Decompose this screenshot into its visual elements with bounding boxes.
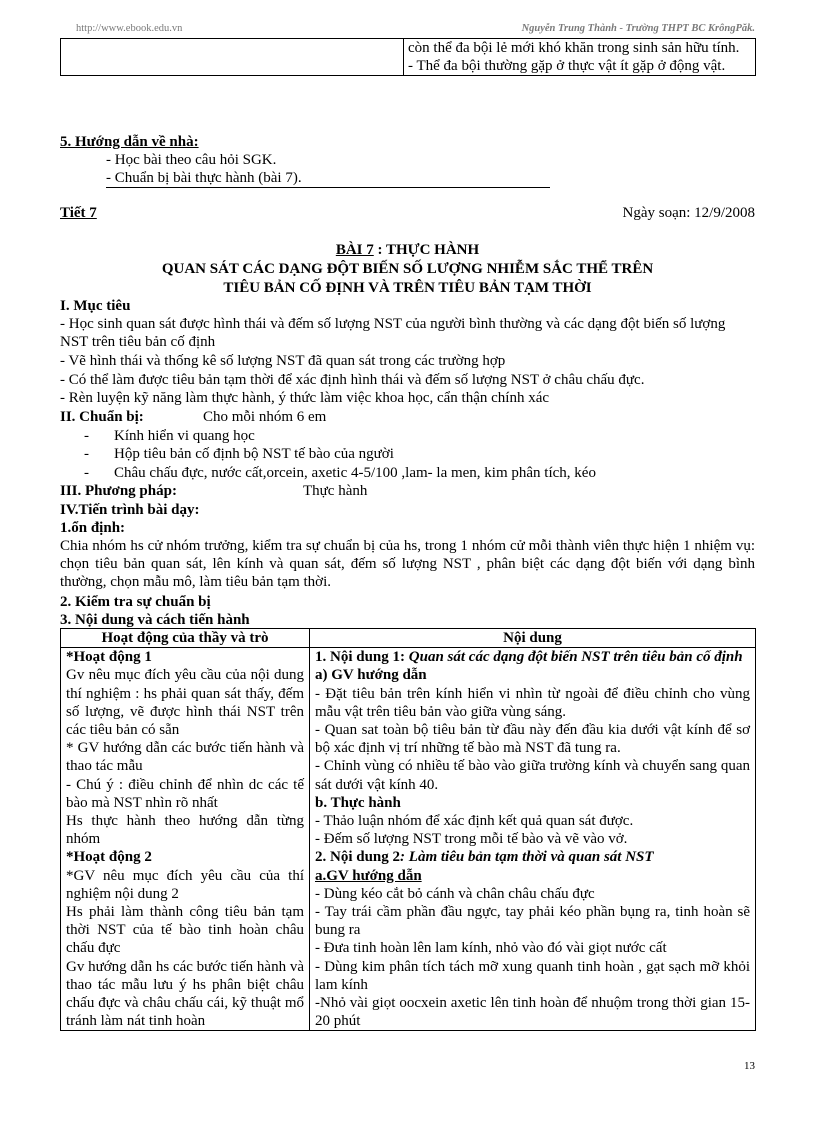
process-step-heading: 1.ổn định: [60, 520, 126, 536]
activity-heading: *Hoạt động 1 [66, 649, 152, 666]
content-subheading: a) GV hướng dẫn [315, 667, 427, 684]
content-subheading: b. Thực hành [315, 794, 401, 811]
header-author: Nguyễn Trung Thành - Trường THPT BC KrôngPăk. [521, 23, 755, 34]
objective-item: - Có thể làm được tiêu bản tạm thời để xác định hình thái và đếm số lượng NST ở châu chấu đực. [60, 372, 645, 388]
homework-heading: 5. Hướng dẫn về nhà: [60, 134, 199, 150]
content-line: - Thảo luận nhóm để xác định kết quả quan sát được. [315, 813, 634, 830]
activity-line: Hs thực hành theo hướng dẫn từng nhóm [66, 813, 304, 848]
lesson-title [60, 241, 755, 259]
preparation-item-text: Hộp tiêu bản cố định bộ NST tế bào của người [114, 446, 394, 462]
method-value: Thực hành [303, 483, 368, 499]
process-step-heading: 3. Nội dung và cách tiến hành [60, 612, 250, 628]
content-heading [315, 648, 750, 666]
content-line: - Đặt tiêu bản trên kính hiển vi nhìn từ ngoài để điều chỉnh cho vùng mẫu vật trên tiêu bản vào giữa vùng sáng. [315, 685, 750, 720]
page-number: 13 [744, 1060, 755, 1072]
continued-table [60, 38, 756, 76]
page-header [60, 20, 755, 39]
content-line: - Dùng kéo cắt bỏ cánh và chân châu chấu đực [315, 885, 595, 902]
objective-item: - Vẽ hình thái và thống kê số lượng NST đã quan sát trong các trường hợp [60, 353, 506, 369]
content-line: - Tay trái cầm phần đầu ngực, tay phải kéo phần bụng ra, tinh hoàn sẽ bung ra [315, 904, 750, 939]
content-line: - Dùng kim phân tích tách mỡ xung quanh tinh hoàn , gạt sạch mỡ khỏi lam kính [315, 958, 750, 993]
process-heading: IV.Tiến trình bài dạy: [60, 502, 200, 518]
objectives-heading: I. Mục tiêu [60, 298, 131, 314]
content-line: - Chỉnh vùng có nhiều tế bào vào giữa trường kính và chuyển sang quan sát dưới vật kính 40. [315, 758, 750, 793]
content-line: -Nhỏ vài giọt oocxein axetic lên tinh hoàn để nhuộm trong thời gian 15- 20 phút [315, 995, 750, 1030]
preparation-item: - Hộp tiêu bản cố định bộ NST tế bào của người [84, 446, 394, 462]
content-line: - Đưa tinh hoàn lên lam kính, nhỏ vào đó vài giọt nước cất [315, 940, 667, 957]
teacher-student-cell [61, 648, 310, 1031]
continued-right-cell [404, 39, 756, 76]
activity-table [60, 628, 756, 1031]
continued-line: - Thể đa bội thường gặp ở thực vật ít gặp ở động vật. [408, 58, 726, 75]
method-heading: III. Phương pháp: [60, 483, 177, 499]
header-url[interactable]: http://www.ebook.edu.vn [76, 23, 183, 34]
table-row [61, 648, 756, 1031]
activity-line: Hs phải làm thành công tiêu bản tạm thời NST của tế bào tinh hoàn châu chấu đực [66, 904, 304, 957]
activity-line: Gv hướng dẫn hs các bước tiến hành và thao tác mẫu lưu ý hs phân biệt châu chấu đực và châu chấu cái, kỹ thuật mổ tránh làm nát tinh hoàn [66, 958, 304, 1030]
content-line: - Đếm số lượng NST trong mỗi tế bào và vẽ vào vở. [315, 831, 628, 848]
column-header: Hoạt động của thầy và trò [61, 629, 310, 648]
content-heading-prefix: 2. Nội dung 2 [315, 849, 401, 866]
content-heading-title: : Làm tiêu bản tạm thời và quan sát NST [400, 849, 654, 866]
lesson-title-suffix: : THỰC HÀNH [373, 242, 480, 258]
lesson-period: Tiết 7 [60, 205, 97, 221]
column-header: Nội dung [310, 629, 756, 648]
activity-line: *GV nêu mục đích yêu cầu của thí nghiệm nội dung 2 [66, 867, 304, 902]
preparation-note: Cho mỗi nhóm 6 em [203, 409, 327, 425]
homework-item [106, 169, 550, 188]
content-subheading: a.GV hướng dẫn [315, 867, 422, 884]
lesson-subtitle: TIÊU BẢN CỐ ĐỊNH VÀ TRÊN TIÊU BẢN TẠM THỜI [223, 280, 592, 296]
homework-item: - Học bài theo câu hỏi SGK. [106, 152, 277, 168]
preparation-item: - Châu chấu đực, nước cất,orcein, axetic 4-5/100 ,lam- la men, kim phân tích, kéo [84, 465, 596, 481]
continued-left-cell [61, 39, 404, 76]
lesson-date: Ngày soạn: 12/9/2008 [622, 205, 755, 221]
homework-item-text: - Chuẩn bị bài thực hành (bài 7). [106, 170, 302, 186]
preparation-item-text: Châu chấu đực, nước cất,orcein, axetic 4-5/100 ,lam- la men, kim phân tích, kéo [114, 465, 596, 481]
process-step-text: Chia nhóm hs cử nhóm trưởng, kiểm tra sự chuẩn bị của hs, trong 1 nhóm cử mỗi thành viên thực hiện 1 nhiệm vụ: chọn tiêu bản quan sát, lên kính và quan sát, đếm số lượng NST , phân biệt các dạng đột biến với dạng bình thường, chọn mẫu mô, làm tiêu bản tạm thời. [60, 538, 755, 591]
content-heading [315, 848, 750, 866]
activity-line: - Chú ý : điều chỉnh để nhìn dc các tế bào mà NST nhìn rõ nhất [66, 776, 304, 811]
content-heading-title: Quan sát các dạng đột biến NST trên tiêu bản cố định [408, 649, 743, 666]
activity-heading: *Hoạt động 2 [66, 849, 152, 866]
content-line: - Quan sat toàn bộ tiêu bản từ đầu này đến đầu kia dưới vật kính để sơ bộ xác định vị trí những tế bào mà NST đã tung ra. [315, 722, 750, 757]
content-cell [310, 648, 756, 1031]
document-page [60, 0, 755, 1123]
preparation-heading: II. Chuẩn bị: [60, 409, 144, 425]
lesson-title-prefix: BÀI 7 [335, 242, 374, 258]
table-header-row [61, 629, 756, 648]
process-step-heading: 2. Kiểm tra sự chuẩn bị [60, 594, 211, 610]
objective-item: - Rèn luyện kỹ năng làm thực hành, ý thức làm việc khoa học, cẩn thận chính xác [60, 390, 550, 406]
preparation-item-text: Kính hiển vi quang học [114, 428, 255, 444]
lesson-subtitle: QUAN SÁT CÁC DẠNG ĐỘT BIẾN SỐ LƯỢNG NHIỄM SẮC THỂ TRÊN [161, 261, 654, 277]
activity-line: * GV hướng dẫn các bước tiến hành và thao tác mẫu [66, 740, 304, 775]
activity-line: Gv nêu mục đích yêu cầu của nội dung thí nghiệm : hs phải quan sát thấy, đếm số lượng, vẽ được hình thái NST trên các tiêu bản có sẵn [66, 667, 304, 739]
preparation-item: - Kính hiển vi quang học [84, 428, 255, 444]
objective-item: - Học sinh quan sát được hình thái và đếm số lượng NST của người bình thường và các dạng đột biến số lượng NST trên tiêu bản cố định [60, 316, 726, 351]
continued-line: còn thể đa bội lẻ mới khó khăn trong sinh sản hữu tính. [408, 40, 740, 56]
content-heading-prefix: 1. Nội dung 1: [315, 649, 409, 666]
